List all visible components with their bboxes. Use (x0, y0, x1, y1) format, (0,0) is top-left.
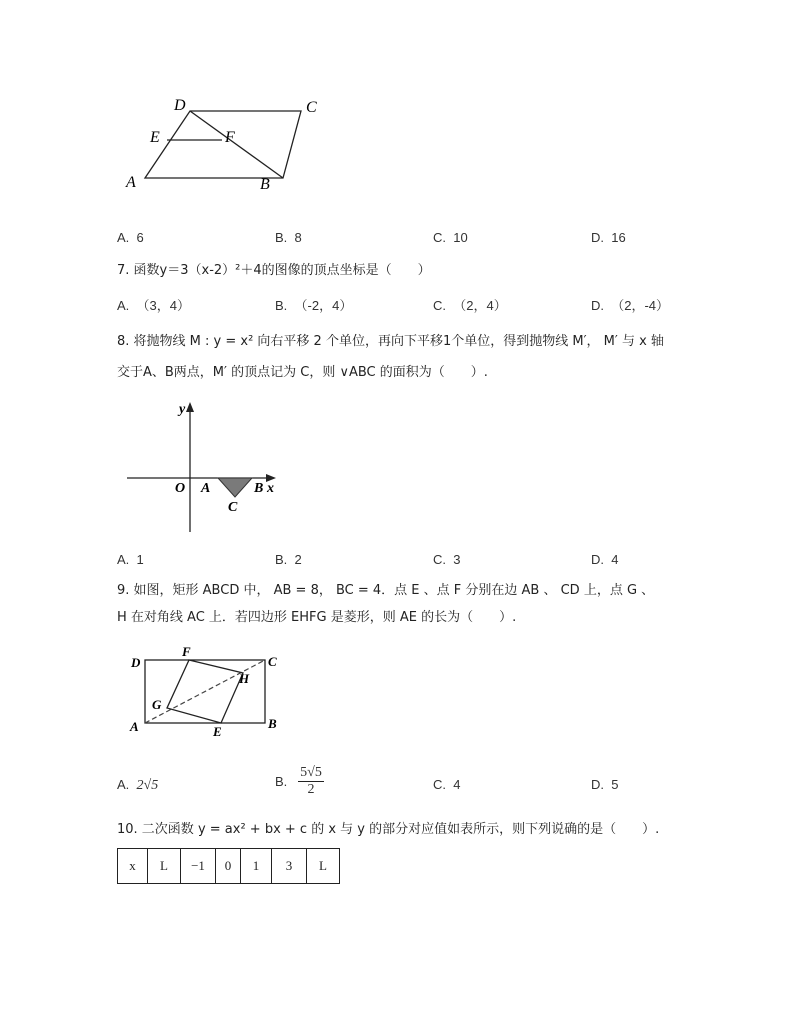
option-letter: A. (117, 552, 130, 567)
option-value: 5 (611, 777, 619, 792)
fig1-label-a: A (126, 174, 136, 191)
table-cell: −1 (181, 849, 216, 884)
table-cell: 3 (272, 849, 307, 884)
fig3-label-d: D (131, 655, 141, 670)
fig3-label-e: E (213, 724, 222, 739)
option-letter: C. (433, 230, 446, 245)
value-table (117, 848, 340, 884)
option-letter: D. (591, 552, 604, 567)
q10-question: 10. 二次函数 y = ax² + bx + c 的 x 与 y 的部分对应值如表所示，则下列说确的是（ ）. (117, 822, 660, 837)
fraction (298, 765, 324, 798)
fig3-label-a: A (130, 719, 139, 734)
fig3-label-f: F (182, 644, 191, 659)
option-letter: C. (433, 777, 446, 792)
option-letter: A. (117, 230, 130, 245)
option-value: 4 (453, 777, 461, 792)
q9-option-c (433, 777, 460, 792)
option-letter: A. (117, 298, 130, 313)
fraction-numerator: 5√5 (300, 765, 322, 780)
fig3-label-h: H (239, 671, 250, 686)
table-cell: L (148, 849, 181, 884)
option-value: 2 (294, 552, 302, 567)
option-value: 2√5 (136, 778, 159, 793)
option-value: 1 (136, 552, 144, 567)
option-letter: D. (591, 298, 604, 313)
fig2-label-x: x (267, 481, 274, 496)
fig1-label-c: C (306, 99, 317, 116)
option-letter: D. (591, 230, 604, 245)
option-letter: B. (275, 298, 288, 313)
option-value: （-2，4） (294, 298, 353, 313)
q9-question-line1: 9. 如图，矩形 ABCD 中， AB = 8， BC = 4．点 E 、点 F 分别在边 AB 、 CD 上，点 G 、 (117, 583, 655, 598)
fig1-label-b: B (260, 176, 270, 193)
fig2-label-c: C (228, 500, 238, 515)
option-letter: B. (275, 552, 288, 567)
q7-question: 7. 函数y＝3（x-2）²＋4的图像的顶点坐标是（ ） (117, 263, 431, 278)
option-value: 16 (611, 230, 626, 245)
option-letter: B. (275, 774, 288, 789)
option-value: （2，-4） (611, 298, 670, 313)
fig1-label-d: D (174, 97, 186, 114)
q8-question-line2: 交于A、B两点，M′ 的顶点记为 C，则 ∨ABC 的面积为（ ）. (117, 365, 488, 380)
fig2-label-y: y (179, 402, 186, 417)
q9-option-a (117, 777, 158, 794)
option-value: 10 (453, 230, 468, 245)
fig3-label-c: C (268, 654, 277, 669)
fig2-label-b: B (254, 481, 264, 496)
table-row (118, 849, 340, 884)
fig1-label-f: F (225, 129, 235, 146)
option-letter: D. (591, 777, 604, 792)
option-letter: C. (433, 552, 446, 567)
option-value: 6 (136, 230, 144, 245)
fig3-label-g: G (152, 697, 162, 712)
q9-question-line2: H 在对角线 AC 上．若四边形 EHFG 是菱形，则 AE 的长为（ ）. (117, 610, 517, 625)
option-value: （3，4） (136, 298, 190, 313)
q9-option-b (275, 765, 324, 798)
table-cell: x (118, 849, 148, 884)
option-value: 4 (611, 552, 619, 567)
option-letter: A. (117, 777, 130, 792)
table-cell: L (307, 849, 340, 884)
q8-question-line1: 8. 将抛物线 M : y = x² 向右平移 2 个单位，再向下平移1个单位，得到抛物线 M′， M′ 与 x 轴 (117, 334, 664, 349)
fig3-label-b: B (268, 716, 277, 731)
q9-option-d (591, 777, 618, 792)
option-letter: B. (275, 230, 288, 245)
option-value: 3 (453, 552, 461, 567)
option-value: 8 (294, 230, 302, 245)
table-cell: 1 (241, 849, 272, 884)
fraction-denominator: 2 (307, 782, 315, 797)
fig2-label-o: O (175, 481, 186, 496)
table-cell: 0 (216, 849, 241, 884)
option-letter: C. (433, 298, 446, 313)
fig2-label-a: A (201, 481, 211, 496)
fig1-label-e: E (150, 129, 160, 146)
option-value: （2，4） (453, 298, 507, 313)
